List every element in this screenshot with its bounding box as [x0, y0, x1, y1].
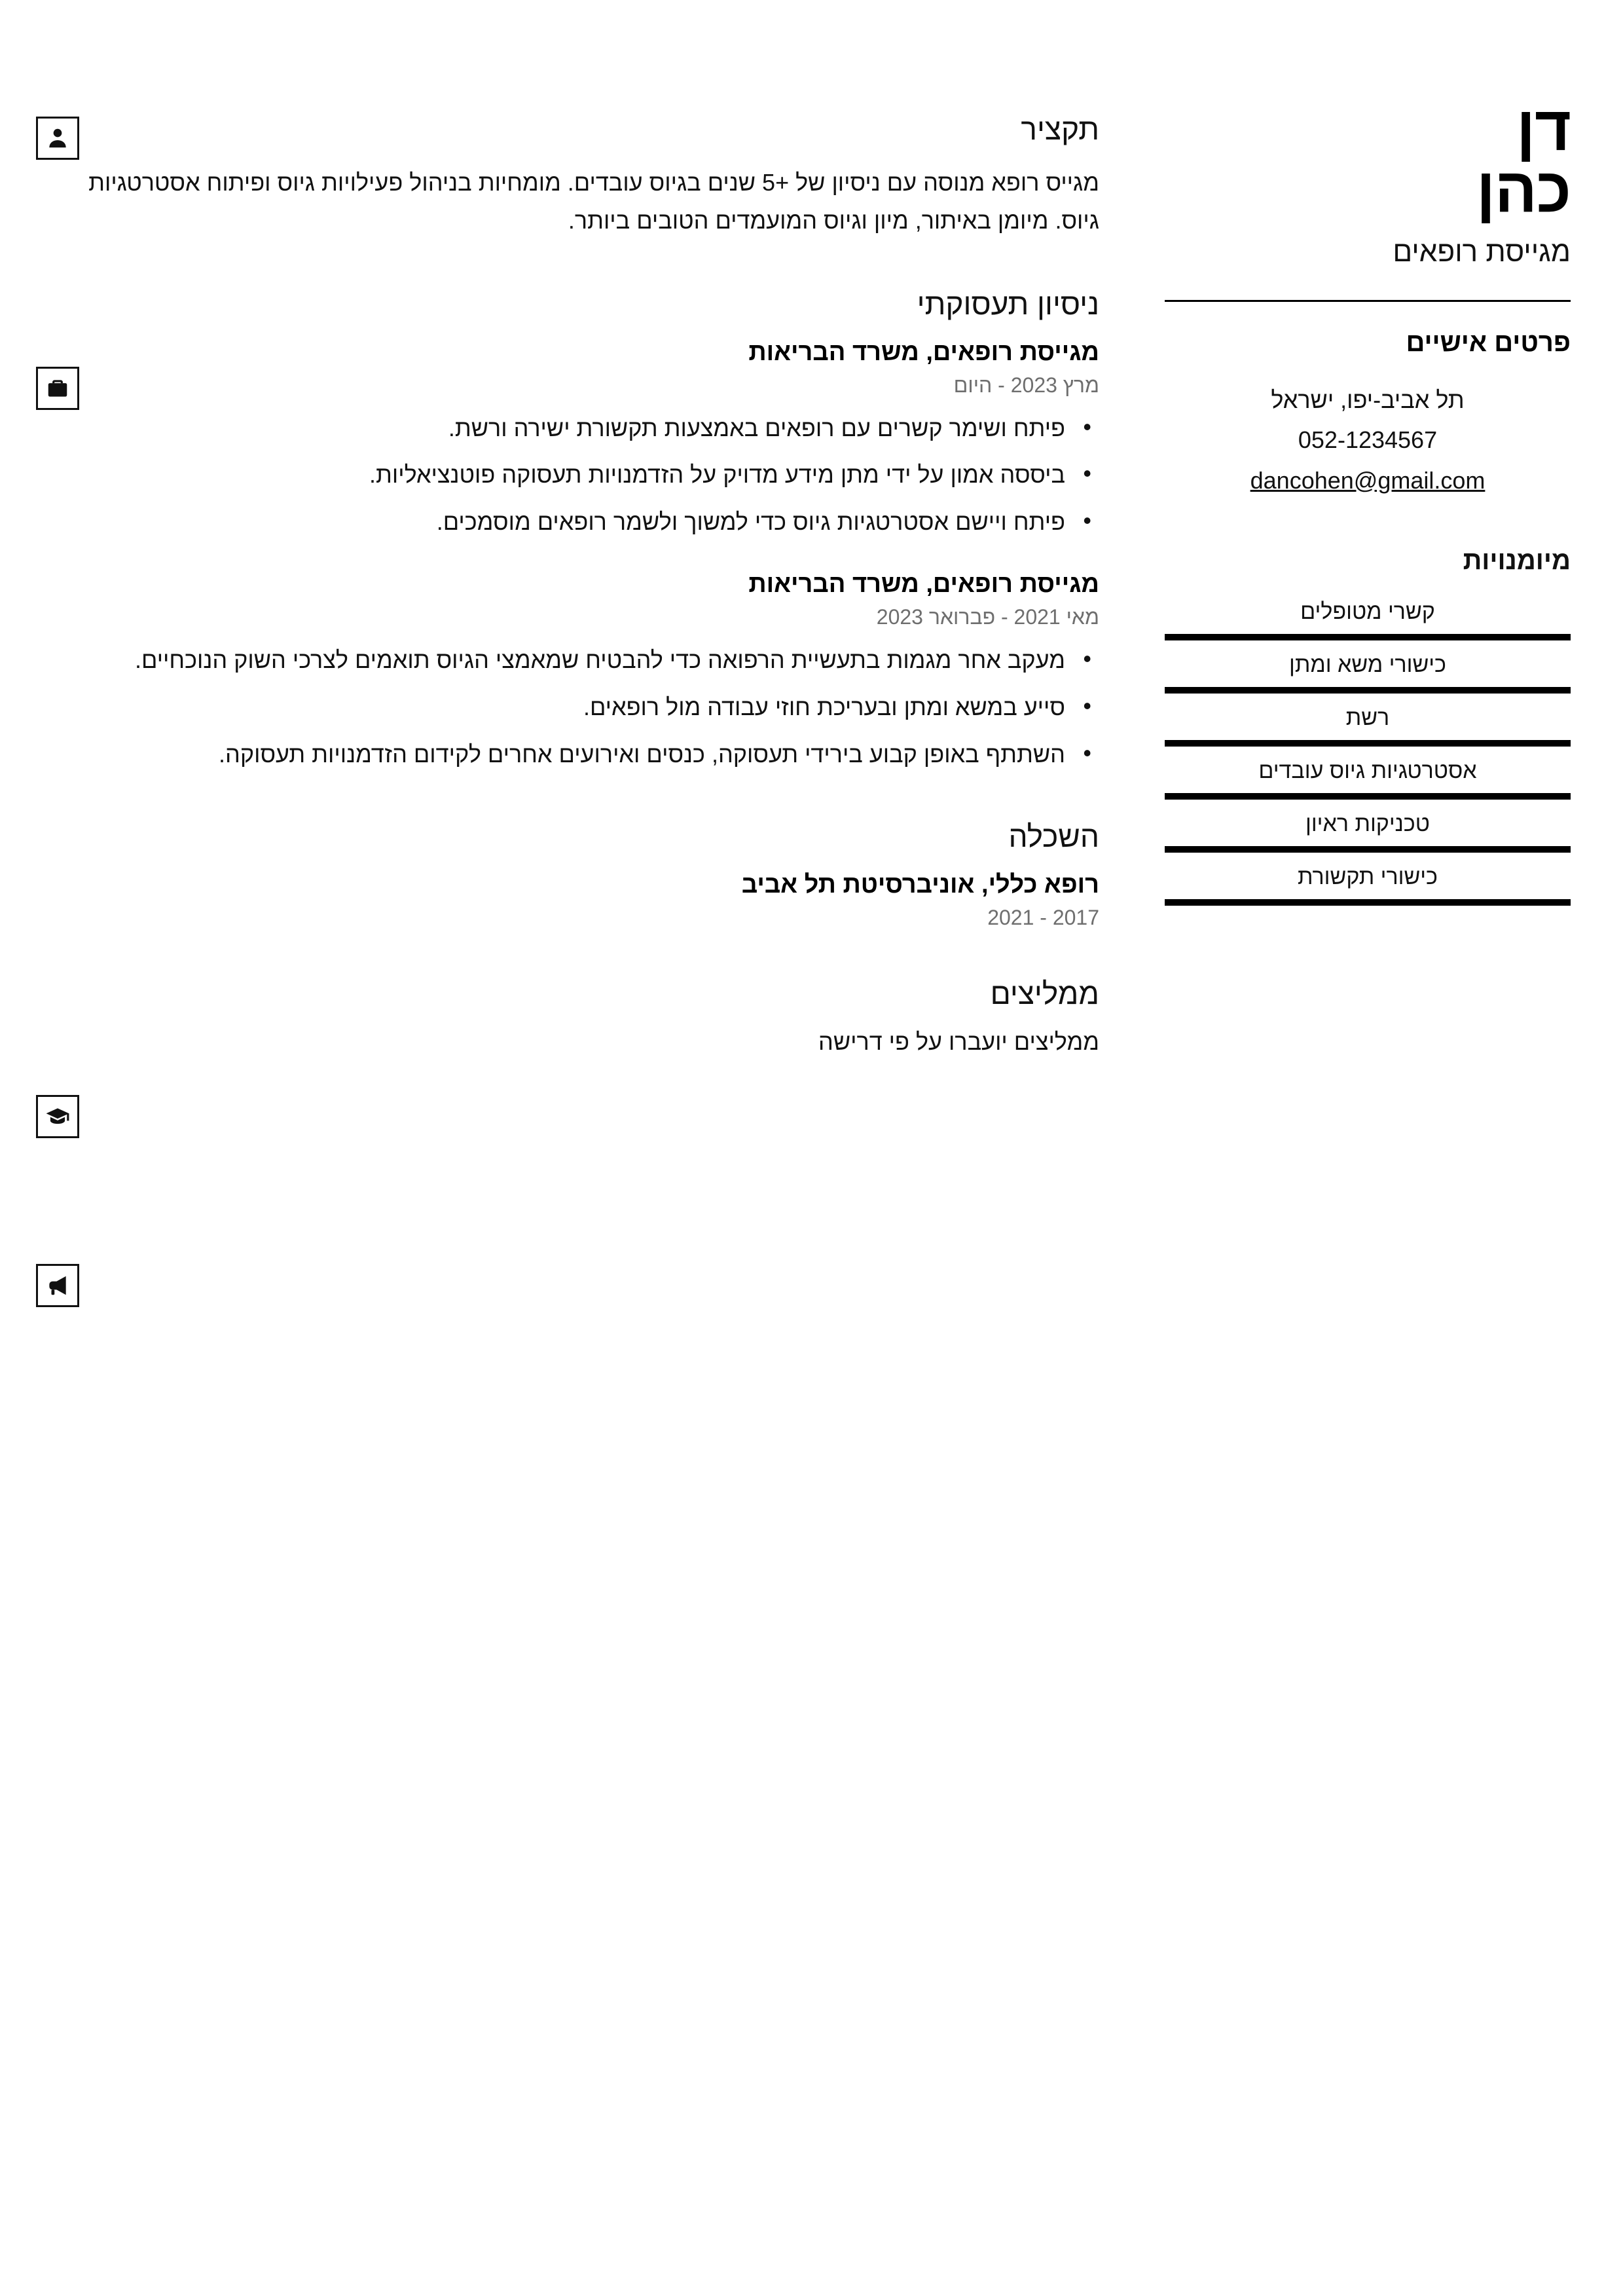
summary-text: מגייס רופא מנוסה עם ניסיון של +5 שנים בגיוס עובדים. מומחיות בניהול פעילויות גיוס ופיתוח אסטרטגיות גיוס. מיומן באיתור, מיון וגיוס המועמדים הטובים ביותר.	[88, 169, 1099, 234]
experience-title: מגייסת רופאים, משרד הבריאות	[748, 338, 1099, 366]
skill-item	[1165, 861, 1571, 906]
skills-heading: מיומנויות	[1463, 546, 1571, 575]
bullet-item: • פיתח ויישם אסטרטגיות גיוס כדי למשוך ולשמר רופאים מוסמכים.	[85, 503, 1099, 541]
skill-level-bar	[1165, 899, 1571, 906]
skill-level-bar	[1165, 687, 1571, 694]
skill-level-bar	[1165, 793, 1571, 800]
education-dates: 2017 - 2021	[987, 906, 1099, 930]
skill-label: טכניקות ראיון	[1305, 811, 1430, 836]
skill-label: קשרי מטופלים	[1300, 599, 1435, 624]
skill-label: רשת	[1345, 705, 1390, 730]
education-title: רופא כללי, אוניברסיטת תל אביב	[741, 871, 1099, 899]
skills-section	[1165, 546, 1571, 906]
education-section	[85, 819, 1099, 930]
experience-title: מגייסת רופאים, משרד הבריאות	[748, 570, 1099, 599]
bullet-item: • ביססה אמון על ידי מתן מידע מדויק על הזדמנויות תעסוקה פוטנציאליות.	[85, 456, 1099, 494]
graduation-cap-icon	[36, 1095, 79, 1138]
bullet-item: • מעקב אחר מגמות בתעשיית הרפואה כדי להבטיח שמאמצי הגיוס תואמים לצרכי השוק הנוכחיים.	[85, 641, 1099, 679]
skill-item	[1165, 754, 1571, 800]
contact-phone: 052-1234567	[1298, 426, 1438, 454]
skill-level-bar	[1165, 634, 1571, 640]
bullet-item: • פיתח ושימר קשרים עם רופאים באמצעות תקשורת ישירה ורשת.	[85, 409, 1099, 447]
megaphone-icon	[36, 1264, 79, 1307]
experience-item	[85, 339, 1099, 541]
bullet-item: • השתתף באופן קבוע בירידי תעסוקה, כנסים ואירועים אחרים לקידום הזדמנויות תעסוקה.	[85, 735, 1099, 773]
resume-body	[0, 0, 1623, 1102]
personal-details-section	[1165, 328, 1571, 500]
references-heading: ממליצים	[990, 976, 1099, 1011]
skill-item	[1165, 807, 1571, 853]
experience-dates: מרץ 2023 - היום	[953, 373, 1099, 397]
references-section	[85, 976, 1099, 1056]
skill-item	[1165, 701, 1571, 747]
education-heading: השכלה	[1008, 819, 1099, 854]
contact-location: תל אביב-יפו, ישראל	[1271, 386, 1465, 414]
contact-email-link[interactable]: dancohen@gmail.com	[1250, 466, 1486, 494]
person-icon	[36, 117, 79, 160]
summary-heading: תקציר	[1021, 112, 1099, 146]
skill-level-bar	[1165, 846, 1571, 853]
last-name: כהן	[1476, 155, 1571, 226]
experience-bullets	[85, 409, 1099, 541]
skill-label: כישורי תקשורת	[1298, 864, 1438, 889]
experience-section	[85, 286, 1099, 773]
sidebar-divider	[1165, 300, 1571, 302]
experience-bullets	[85, 641, 1099, 773]
briefcase-icon	[36, 367, 79, 410]
summary-section	[85, 111, 1099, 240]
personal-details-heading: פרטים אישיים	[1406, 328, 1571, 358]
skill-item	[1165, 595, 1571, 640]
skill-item	[1165, 648, 1571, 694]
skill-label: אסטרטגיות גיוס עובדים	[1258, 758, 1477, 783]
education-item	[85, 871, 1099, 930]
references-text: ממליצים יועברו על פי דרישה	[818, 1028, 1099, 1056]
name-block	[1165, 94, 1571, 268]
bullet-item: • סייע במשא ומתן ובעריכת חוזי עבודה מול רופאים.	[85, 688, 1099, 726]
job-title: מגייסת רופאים	[1393, 236, 1571, 268]
skill-label: כישורי משא ומתן	[1289, 652, 1446, 677]
experience-heading: ניסיון תעסוקתי	[917, 286, 1099, 321]
experience-dates: מאי 2021 - פברואר 2023	[876, 605, 1099, 629]
skill-level-bar	[1165, 740, 1571, 747]
first-name: דן	[1516, 94, 1571, 164]
main-content	[0, 0, 1139, 1102]
sidebar	[1139, 0, 1623, 1102]
experience-item	[85, 570, 1099, 773]
